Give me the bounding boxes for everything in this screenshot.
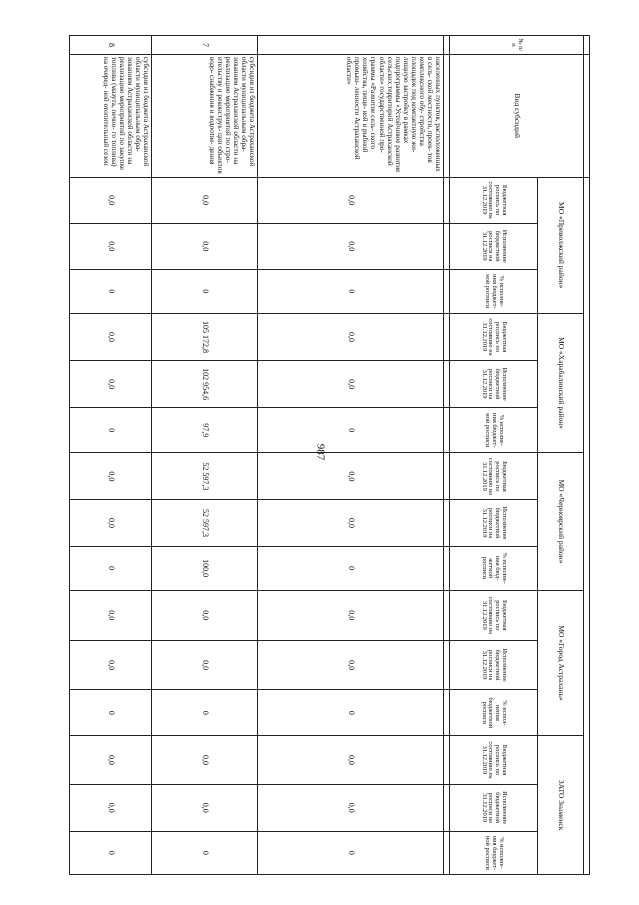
value-cell: 0 <box>152 269 258 313</box>
value-cell: 0,0 <box>70 223 152 269</box>
spacer-cell <box>444 177 450 223</box>
header-budget-plan: Бюджетная роспись по состоянию на 31.12.2019 <box>450 313 538 360</box>
header-execution-percent: % исполне- ния бюджет- ной росписи <box>450 269 538 313</box>
subsidy-table <box>69 35 590 875</box>
spacer-cell <box>584 177 590 874</box>
top-spacer-row <box>584 36 590 875</box>
value-cell: 100,0 <box>152 546 258 590</box>
value-cell: 0 <box>70 408 152 453</box>
spacer-cell <box>444 54 450 177</box>
value-cell: 105 172,8 <box>152 313 258 360</box>
value-cell: 0,0 <box>258 313 444 360</box>
value-cell: 0,0 <box>152 784 258 831</box>
spacer-cell <box>444 784 450 831</box>
header-budget-plan: Бюджетная роспись по состоянию на 31.12.2019 <box>450 453 538 500</box>
value-cell: 0,0 <box>258 640 444 689</box>
subsidy-description: субсидия из бюджета Астраханской области муниципальным обра- зованиям Астраханской области на реализацию мероприятий по закупке топлива (мазута, печно- го топлива) на очеред- ной отопительный сезон <box>70 54 152 177</box>
value-cell: 0 <box>258 831 444 874</box>
value-cell: 0,0 <box>70 177 152 223</box>
spacer-cell <box>444 690 450 736</box>
header-group-znamensk: ЗАТО Знаменск <box>538 736 584 875</box>
spacer-cell <box>444 736 450 784</box>
value-cell: 0 <box>258 690 444 736</box>
table-row <box>258 36 444 875</box>
value-cell: 0,0 <box>152 177 258 223</box>
header-group-privolzhsky: МО «Приволжский район» <box>538 177 584 313</box>
value-cell: 0,0 <box>258 361 444 408</box>
value-cell: 0 <box>152 831 258 874</box>
spacer-cell <box>444 590 450 640</box>
header-group-kharabalinsky: МО «Харабалинский район» <box>538 313 584 452</box>
header-budget-execution: Исполнение бюджетной росписи на 31.12.2019 <box>450 500 538 546</box>
subsidy-description: субсидия из бюджета Астраханской области муниципальным обра- зованиям Астраханской области на реализацию мероприятий по стро- ительству и реконструк- ции объектов водо- снабжения и водоотве- дения <box>152 54 258 177</box>
value-cell: 0 <box>70 269 152 313</box>
spacer-cell <box>444 269 450 313</box>
page-number: 987 <box>314 443 326 461</box>
value-cell: 0,0 <box>258 453 444 500</box>
value-cell: 0,0 <box>152 223 258 269</box>
row-number <box>258 36 444 55</box>
spacer-cell <box>444 640 450 689</box>
rotated-table-frame <box>70 35 590 875</box>
header-execution-percent: % исполне- ния бюд- жетной росписи <box>450 546 538 590</box>
header-execution-percent: % исполне- ния бюджет- ной росписи <box>450 831 538 874</box>
value-cell: 0,0 <box>258 177 444 223</box>
table-row <box>152 36 258 875</box>
value-cell: 102 954,6 <box>152 361 258 408</box>
header-budget-execution: Исполнение бюджетной росписи на 31.12.2019 <box>450 361 538 408</box>
value-cell: 0 <box>70 546 152 590</box>
value-cell: 0,0 <box>70 590 152 640</box>
spacer-cell <box>444 831 450 874</box>
spacer-cell <box>444 36 450 55</box>
value-cell: 0,0 <box>70 500 152 546</box>
spacer-cell <box>584 54 590 177</box>
header-budget-plan: Бюджетная роспись по состоянию на 31.12.2019 <box>450 736 538 784</box>
header-budget-execution: Исполнение бюджетной росписи на 31.12.2019 <box>450 784 538 831</box>
spacer-cell <box>444 546 450 590</box>
value-cell: 97,9 <box>152 408 258 453</box>
value-cell: 0,0 <box>258 736 444 784</box>
header-rownum: № п/п <box>450 36 584 55</box>
value-cell: 0 <box>258 408 444 453</box>
column-number-row <box>444 36 450 875</box>
spacer-cell <box>444 500 450 546</box>
value-cell: 0 <box>152 690 258 736</box>
value-cell: 0,0 <box>70 313 152 360</box>
spacer-cell <box>444 453 450 500</box>
value-cell: 0,0 <box>152 590 258 640</box>
header-budget-execution: Исполнение бюджетной росписи на 31.12.2019 <box>450 223 538 269</box>
header-group-chernoyarsky: МО «Черноярский район» <box>538 453 584 590</box>
spacer-cell <box>444 408 450 453</box>
header-group-row <box>538 36 584 875</box>
value-cell: 52 597,3 <box>152 453 258 500</box>
table-row <box>70 36 152 875</box>
value-cell: 0,0 <box>70 640 152 689</box>
value-cell: 0,0 <box>70 736 152 784</box>
header-subsidy-type: Вид субсидий <box>450 54 584 177</box>
row-number: 8 <box>70 36 152 55</box>
header-execution-percent: % испол- нения бюджетной росписи <box>450 690 538 736</box>
header-budget-execution: Исполнение бюджетной росписи на 31.12.2019 <box>450 640 538 689</box>
header-group-astrakhan: МО «Город Астрахань» <box>538 590 584 736</box>
value-cell: 0,0 <box>70 453 152 500</box>
value-cell: 0 <box>70 831 152 874</box>
spacer-cell <box>444 361 450 408</box>
value-cell: 0,0 <box>258 784 444 831</box>
header-execution-percent: % исполне- ния бюджет- ной росписи <box>450 408 538 453</box>
value-cell: 0,0 <box>152 736 258 784</box>
value-cell: 0,0 <box>152 640 258 689</box>
value-cell: 0,0 <box>258 500 444 546</box>
value-cell: 0,0 <box>70 361 152 408</box>
spacer-cell <box>584 36 590 55</box>
value-cell: 0 <box>70 690 152 736</box>
header-budget-plan: Бюджетная роспись по состоянию на 31.12.2019 <box>450 590 538 640</box>
header-budget-plan: Бюджетная роспись по состоянию на 31.12.2019 <box>450 177 538 223</box>
spacer-cell <box>444 313 450 360</box>
subsidy-description: населенных пунктов, расположенных в сель- ской местности, проек- тов комплексного обу- стройства площадок под компактную жи- лищную застройку в рамках подпрограммы «Устойчивое развитие сельских территорий Астраханской области» государственной про- граммы «Развитие сель- ского хозяйства, пище- вой и рыбной промыш- ленности Астраханской области» <box>258 54 444 177</box>
value-cell: 52 597,3 <box>152 500 258 546</box>
value-cell: 0,0 <box>258 590 444 640</box>
table-container <box>70 35 590 875</box>
row-number: 7 <box>152 36 258 55</box>
value-cell: 0 <box>258 269 444 313</box>
value-cell: 0,0 <box>258 223 444 269</box>
spacer-cell <box>444 223 450 269</box>
value-cell: 0 <box>258 546 444 590</box>
value-cell: 0,0 <box>70 784 152 831</box>
